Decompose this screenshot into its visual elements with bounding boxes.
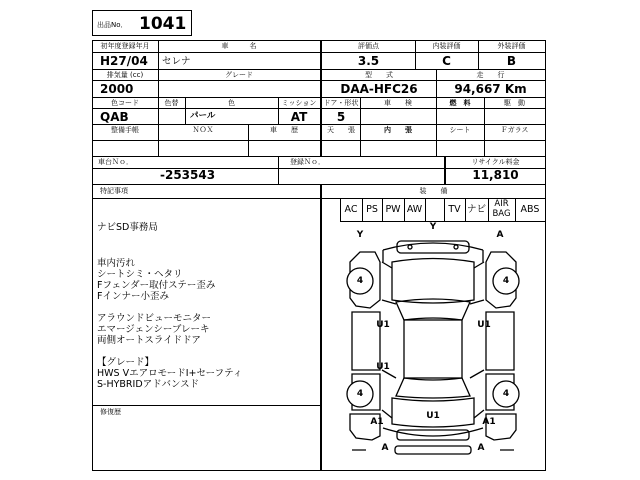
color-change-label: 色替 <box>164 99 179 107</box>
first-registration-value: H27/04 <box>100 54 148 68</box>
repair-history-title: 修復歴 <box>100 408 121 416</box>
damage-mark: Y <box>356 230 364 240</box>
mission-value: AT <box>290 110 308 124</box>
damage-mark: Y <box>429 222 437 232</box>
equip-navi: ナビ <box>466 204 486 215</box>
car-name-value: セレナ <box>162 56 191 67</box>
equip-ps: PS <box>366 204 378 215</box>
color-code-label: 色コード <box>111 99 139 107</box>
front-glass-label: Ｆガラス <box>500 126 529 134</box>
exterior-score-value: B <box>506 54 517 68</box>
equip-tv: TV <box>448 204 461 215</box>
damage-mark: U1 <box>376 320 390 330</box>
color-code-value: QAB <box>100 110 129 124</box>
notes-title: 特記事項 <box>100 187 128 195</box>
lot-number-label: 出品No． <box>97 21 128 29</box>
seat-label: シート <box>449 126 471 134</box>
history-label: 車 歴 <box>270 126 298 134</box>
nox-label: ＮＯＸ <box>192 126 214 134</box>
notes-line: S-HYBRIDアドバンスド <box>97 379 200 390</box>
damage-mark: A1 <box>370 417 384 427</box>
notes-line: 【グレード】 <box>97 357 155 368</box>
color-label: 色 <box>228 99 235 107</box>
damage-mark: A1 <box>482 417 496 427</box>
damage-mark: U1 <box>477 320 491 330</box>
color-value: パール <box>190 111 216 121</box>
model-label: 型 式 <box>365 71 393 79</box>
equipment-title: 装 備 <box>419 187 448 195</box>
grade-label: グレード <box>225 71 253 79</box>
damage-mark: U1 <box>376 362 390 372</box>
lot-number: 1041 <box>139 14 187 34</box>
mission-label: ミッション <box>281 99 317 107</box>
damage-mark: 4 <box>356 389 364 399</box>
headliner-label: 天 張 <box>327 126 355 134</box>
mileage-label: 走 行 <box>476 71 505 79</box>
equip-abs: ABS <box>520 204 540 215</box>
score-value: 3.5 <box>357 54 380 68</box>
notes-line: Fインナー小歪み <box>97 291 169 302</box>
damage-mark: 4 <box>502 389 510 399</box>
model-value: DAA-HFC26 <box>340 82 418 96</box>
notes-line: HWS VエアロモードI+セーフティ <box>97 368 243 379</box>
equip-airbag: AIR BAG <box>492 199 511 219</box>
exterior-score-label: 外装評価 <box>497 42 526 50</box>
recycle-fee-label: リサイクル料金 <box>471 158 520 166</box>
doors-label: ドア・形状 <box>323 99 359 107</box>
doors-value: 5 <box>336 110 346 124</box>
score-label: 評価点 <box>358 42 379 50</box>
damage-mark: A <box>381 443 389 453</box>
notes-line: 両側オートスライドドア <box>97 335 201 346</box>
registration-number-label: 登録Ｎｏ． <box>290 158 325 166</box>
damage-mark: A <box>477 443 485 453</box>
equip-pw: PW <box>385 204 401 215</box>
notes-line: アラウンドビューモニター <box>97 313 212 324</box>
chassis-number-value: -253543 <box>160 168 216 182</box>
notes-line-1: ナビSD事務局 <box>97 222 158 233</box>
damage-mark: 4 <box>502 276 510 286</box>
notes-line: エマージェンシーブレーキ <box>97 324 210 335</box>
car-name-label: 車 名 <box>221 42 257 50</box>
damage-mark: A <box>496 230 504 240</box>
first-registration-label: 初年度登録年月 <box>100 42 150 50</box>
recycle-fee-value: 11,810 <box>472 168 519 182</box>
mileage-value: 94,667 Km <box>454 82 527 96</box>
maintenance-manual-label: 整備手帳 <box>111 126 139 134</box>
notes-line: シートシミ・ヘタリ <box>97 269 183 280</box>
drive-label: 駆 動 <box>504 99 525 107</box>
equip-ac: AC <box>344 204 358 215</box>
notes-line: Fフェンダー取付ステー歪み <box>97 280 216 291</box>
equip-aw: AW <box>406 204 423 215</box>
interior-score-label: 内装評価 <box>432 42 461 50</box>
notes-line: 車内汚れ <box>97 258 136 269</box>
damage-mark: U1 <box>426 411 440 421</box>
displacement-label: 排気量 (cc) <box>106 71 144 79</box>
displacement-value: 2000 <box>100 82 134 96</box>
fuel-label: 燃 料 <box>449 99 471 107</box>
interior-trim-label: 内 張 <box>384 126 412 134</box>
interior-score-value: C <box>442 54 451 68</box>
chassis-number-label: 車台Ｎｏ． <box>98 158 133 166</box>
inspection-label: 車 検 <box>384 99 412 107</box>
damage-mark: 4 <box>356 276 364 286</box>
